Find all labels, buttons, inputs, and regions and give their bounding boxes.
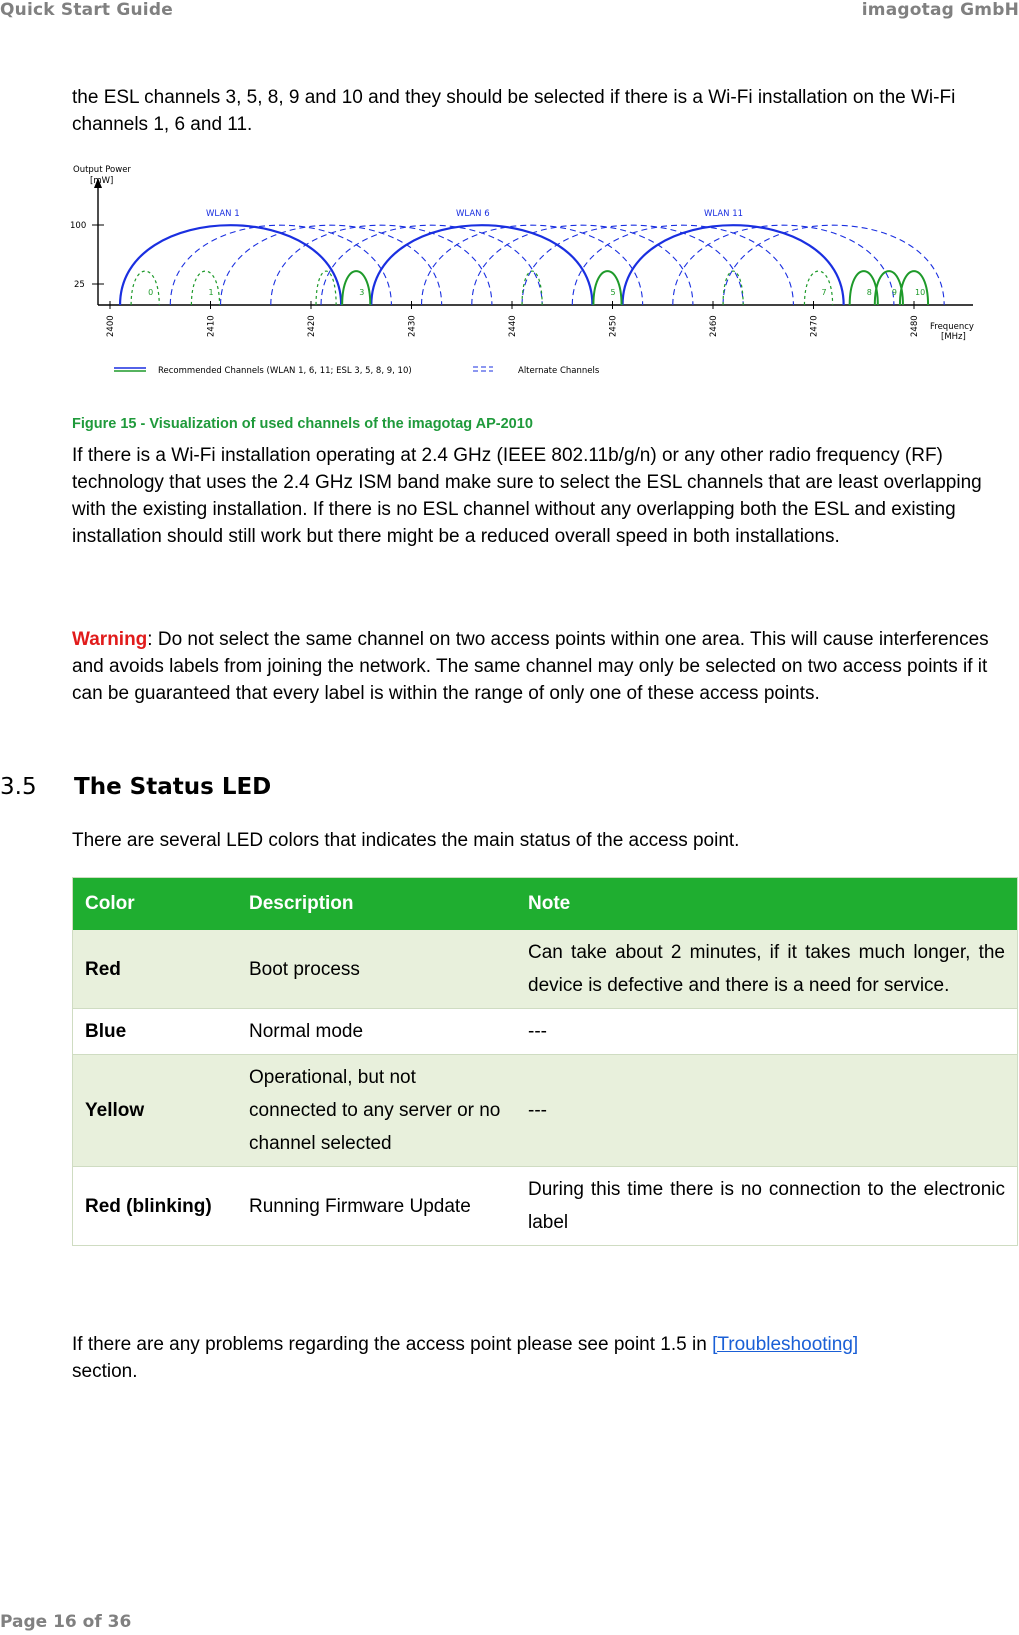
header-title: Quick Start Guide [0,0,173,20]
x-tick-label: 2400 [106,315,116,337]
x-tick-label: 2410 [206,315,217,337]
wlan-label-11: WLAN 11 [704,209,744,219]
esl-label: 1 [208,288,214,297]
alternate-channel-arcs [170,225,944,305]
wlan-label-6: WLAN 6 [456,209,490,219]
section-title: The Status LED [74,774,272,800]
cell-note: During this time there is no connection to the electronic label [516,1167,1018,1246]
alternate-wlan-arc [221,225,442,305]
esl-label: 10 [915,288,926,297]
paragraph-rf: If there is a Wi-Fi installation operating at 2.4 GHz (IEEE 802.11b/g/n) or any other radio frequency (RF) technology that uses the 2.4 GHz ISM band make sure to select the ESL channels that are least overlapping with the existing installation. If there is no ESL channel without any overlapping both the ESL and existing installation should still work but there might be a reduced overall speed in both installations. [72,445,982,547]
wlan-arc [371,225,592,305]
cell-note: Can take about 2 minutes, if it takes much longer, the device is defective and there is a need for service. [516,930,1018,1009]
y-tick-25: 25 [74,280,85,290]
section-intro: There are several LED colors that indicates the main status of the access point. [72,830,740,851]
cell-color: Yellow [73,1055,238,1167]
table-row [73,1167,1018,1246]
x-label-1: Frequency [930,322,974,332]
x-tick-label: 2470 [809,315,820,337]
esl-arc [723,271,743,305]
alternate-wlan-arc [472,225,693,305]
esl-label: 5 [610,288,616,297]
esl-arc [191,271,219,305]
header-color: Color [73,878,238,931]
alternate-wlan-arc [572,225,793,305]
esl-arc [804,271,832,305]
esl-arc [131,271,159,305]
header-note: Note [516,878,1018,931]
led-status-table [72,877,1018,1246]
cell-description: Boot process [237,930,516,1009]
table-row [73,1055,1018,1167]
table-header-row [73,878,1018,931]
closing-text-end: section. [72,1361,138,1382]
x-tick-label: 2460 [709,315,719,337]
cell-description: Operational, but not connected to any server or no channel selected [237,1055,516,1167]
wlan-arc [623,225,844,305]
esl-arc [850,271,878,305]
esl-label: 7 [821,288,827,297]
intro-paragraph: the ESL channels 3, 5, 8, 9 and 10 and they should be selected if there is a Wi-Fi installation on the Wi-Fi channels 1, 6 and 11. [72,87,956,135]
wlan-arcs [120,225,844,305]
alternate-wlan-arc [271,225,492,305]
troubleshooting-link[interactable]: [Troubleshooting] [712,1334,859,1355]
x-ticks [106,301,920,337]
cell-note: --- [516,1055,1018,1167]
closing-paragraph [72,1331,1007,1385]
cell-color: Red [73,930,238,1009]
esl-arc [316,271,336,305]
x-label-2: [MHz] [941,332,966,342]
esl-label: 0 [148,288,154,297]
warning-paragraph [72,626,1007,707]
cell-note: --- [516,1009,1018,1055]
y-label-2: [mW] [90,176,114,186]
header-description: Description [237,878,516,931]
esl-label: 8 [866,288,872,297]
cell-color: Blue [73,1009,238,1055]
alternate-wlan-arc [522,225,743,305]
warning-label: Warning [72,629,148,650]
warning-text: : Do not select the same channel on two access points within one area. This will cause interferences and avoids labels from joining the network. The same channel may only be selected on two access points if it can be guaranteed that every label is within the range of only one of these access points. [72,629,989,704]
x-tick-label: 2440 [508,315,518,337]
cell-description: Running Firmware Update [237,1167,516,1246]
figure-caption: Figure 15 - Visualization of used channels of the imagotag AP-2010 [72,416,533,432]
table-row [73,930,1018,1009]
table-row [73,1009,1018,1055]
header-company: imagotag GmbH [861,0,1019,20]
wlan-label-1: WLAN 1 [206,209,240,219]
y-label-1: Output Power [73,165,131,175]
alternate-wlan-arc [673,225,894,305]
esl-arc [875,271,903,305]
esl-arc [522,271,542,305]
cell-color: Red (blinking) [73,1167,238,1246]
x-tick-label: 2420 [307,315,317,337]
x-tick-label: 2450 [608,315,619,337]
cell-description: Normal mode [237,1009,516,1055]
x-tick-label: 2480 [910,315,920,337]
legend-alternate: Alternate Channels [518,366,600,376]
y-tick-100: 100 [70,221,87,231]
esl-arc [593,271,621,305]
page-number: Page 16 of 36 [0,1612,132,1632]
esl-label: 3 [359,288,365,297]
section-number: 3.5 [0,774,37,800]
x-tick-label: 2430 [407,315,418,337]
closing-text: If there are any problems regarding the access point please see point 1.5 in [72,1334,713,1355]
alternate-wlan-arc [723,225,944,305]
channel-figure [68,164,1016,394]
alternate-wlan-arc [321,225,542,305]
legend-recommended: Recommended Channels (WLAN 1, 6, 11; ESL 3, 5, 8, 9, 10) [158,366,412,376]
esl-arc [342,271,370,305]
esl-label: 9 [891,288,897,297]
esl-arcs [131,271,928,305]
